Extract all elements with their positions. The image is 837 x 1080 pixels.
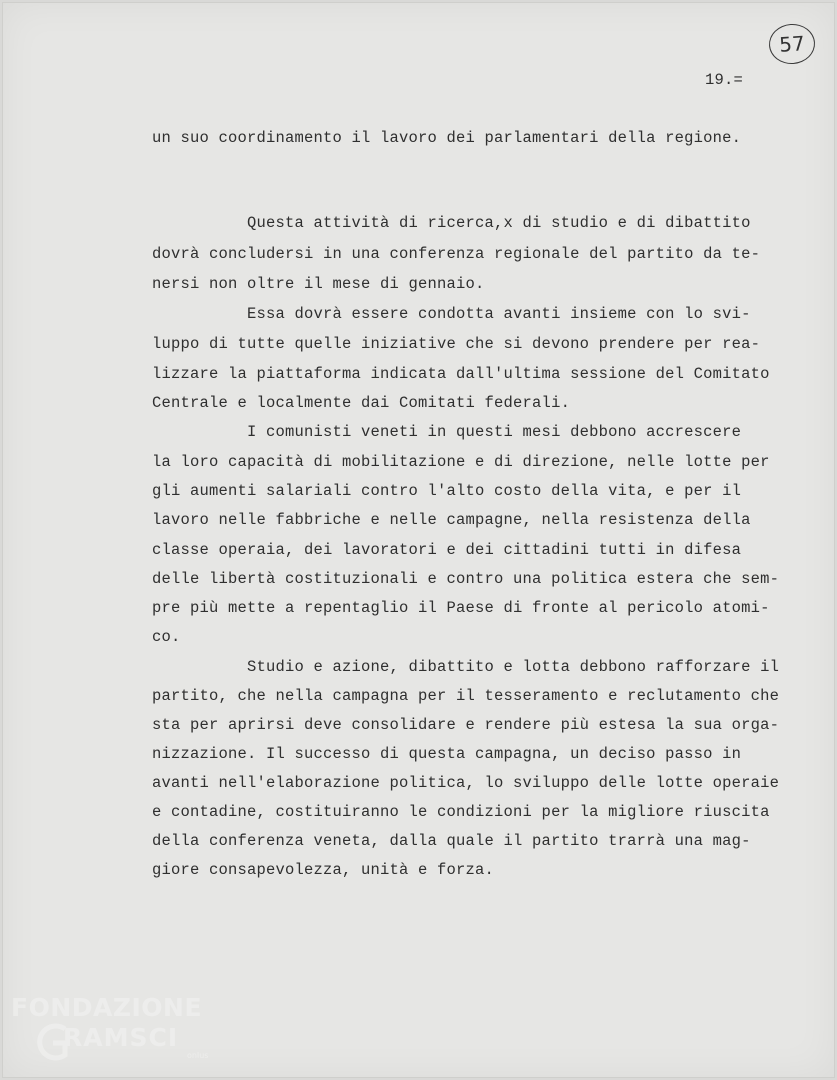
page-number: 19.= xyxy=(705,71,744,89)
text-line: dovrà concludersi in una conferenza regionale del partito da te- xyxy=(152,245,761,263)
text-line: lavoro nelle fabbriche e nelle campagne, nella resistenza della xyxy=(152,511,751,529)
text-line: Essa dovrà essere condotta avanti insieme con lo svi- xyxy=(152,305,751,323)
text-line: I comunisti veneti in questi mesi debbono accrescere xyxy=(152,423,742,441)
text-line: luppo di tutte quelle iniziative che si devono prendere per rea- xyxy=(152,335,761,353)
text-line: giore consapevolezza, unità e forza. xyxy=(152,861,495,879)
watermark-line2: RAMSCI xyxy=(63,1023,179,1052)
text-line: un suo coordinamento il lavoro dei parlamentari della regione. xyxy=(152,129,742,147)
fondazione-gramsci-watermark xyxy=(11,993,221,1073)
text-line: classe operaia, dei lavoratori e dei cittadini tutti in difesa xyxy=(152,541,742,559)
text-line: nizzazione. Il successo di questa campagna, un deciso passo in xyxy=(152,745,742,763)
text-line: lizzare la piattaforma indicata dall'ultima sessione del Comitato xyxy=(152,365,770,383)
text-line: co. xyxy=(152,628,181,646)
watermark-small: onlus xyxy=(187,1051,209,1060)
text-line: della conferenza veneta, dalla quale il partito trarrà una mag- xyxy=(152,832,751,850)
text-line: nersi non oltre il mese di gennaio. xyxy=(152,275,485,293)
text-line: Centrale e localmente dai Comitati federali. xyxy=(152,394,571,412)
text-line: avanti nell'elaborazione politica, lo sviluppo delle lotte operaie xyxy=(152,774,780,792)
watermark-line1: FONDAZIONE xyxy=(11,993,203,1022)
text-line: la loro capacità di mobilitazione e di direzione, nelle lotte per xyxy=(152,453,770,471)
text-line: Studio e azione, dibattito e lotta debbono rafforzare il xyxy=(152,658,780,676)
text-line: Questa attività di ricerca,x di studio e di dibattito xyxy=(152,214,751,232)
text-line: e contadine, costituiranno le condizioni per la migliore riuscita xyxy=(152,803,770,821)
document-page xyxy=(2,2,835,1078)
text-line: gli aumenti salariali contro l'alto costo della vita, e per il xyxy=(152,482,742,500)
text-line: delle libertà costituzionali e contro una politica estera che sem- xyxy=(152,570,780,588)
text-line: partito, che nella campagna per il tesseramento e reclutamento che xyxy=(152,687,780,705)
text-line: sta per aprirsi deve consolidare e rendere più estesa la sua orga- xyxy=(152,716,780,734)
text-line: pre più mette a repentaglio il Paese di fronte al pericolo atomi- xyxy=(152,599,770,617)
archive-stamp: 57 xyxy=(768,22,817,65)
